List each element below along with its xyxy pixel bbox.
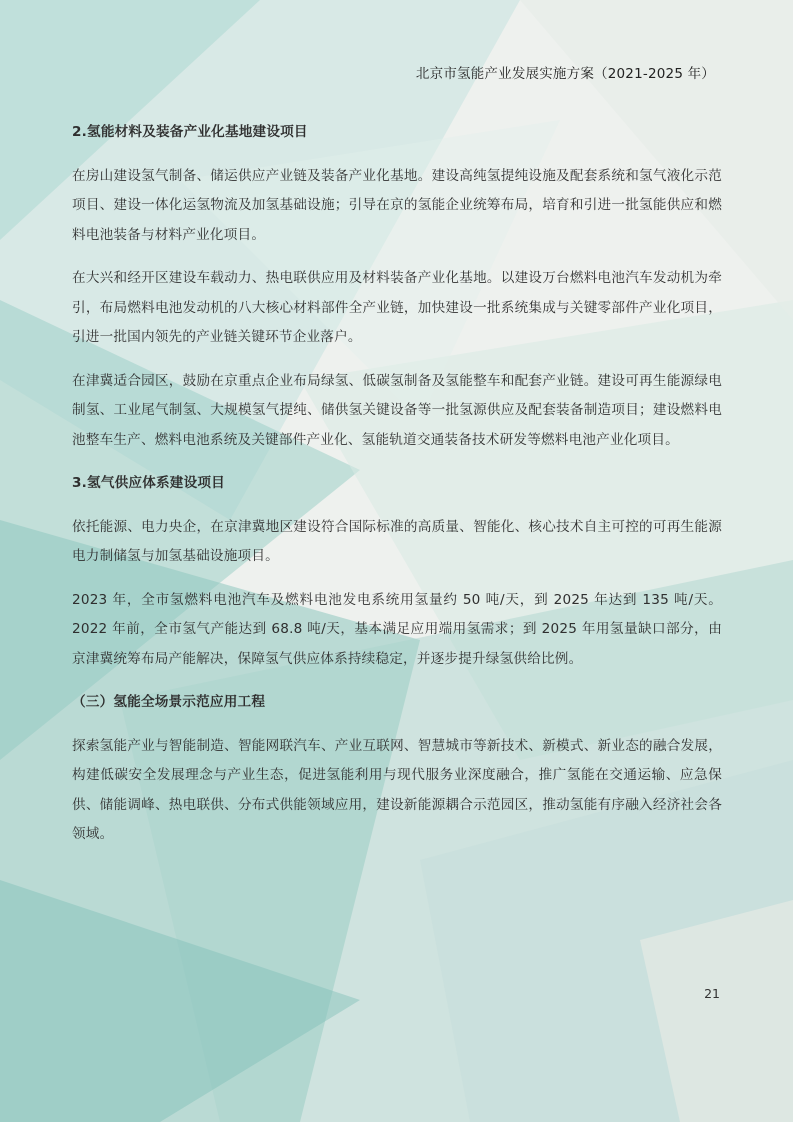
running-header: 北京市氢能产业发展实施方案（2021-2025 年） [415,66,715,82]
paragraph: 依托能源、电力央企，在京津冀地区建设符合国际标准的高质量、智能化、核心技术自主可控的可再生能源电力制储氢与加氢基础设施项目。 [72,518,722,564]
paragraph: 在大兴和经开区建设车载动力、热电联供应用及材料装备产业化基地。以建设万台燃料电池汽车发动机为牵引，布局燃料电池发动机的八大核心材料部件全产业链，加快建设一批系统集成与关键零部件产业化项目，引进一批国内领先的产业链关键环节企业落户。 [72,270,722,345]
section-heading-iii: （三）氢能全场景示范应用工程 [72,694,266,710]
paragraph: 探索氢能产业与智能制造、智能网联汽车、产业互联网、智慧城市等新技术、新模式、新业态的融合发展，构建低碳安全发展理念与产业生态，促进氢能利用与现代服务业深度融合，推广氢能在交通运输、应急保供、储能调峰、热电联供、分布式供能领域应用，建设新能源耦合示范园区，推动氢能有序融入经济社会各领域。 [72,737,722,842]
paragraph: 在房山建设氢气制备、储运供应产业链及装备产业化基地。建设高纯氢提纯设施及配套系统和氢气液化示范项目、建设一体化运氢物流及加氢基础设施；引导在京的氢能企业统筹布局，培育和引进一批氢能供应和燃料电池装备与材料产业化项目。 [72,167,722,243]
section-heading-3: 3.氢气供应体系建设项目 [72,475,225,491]
paragraph: 2023 年，全市氢燃料电池汽车及燃料电池发电系统用氢量约 50 吨/天，到 2025 年达到 135 吨/天。2022 年前，全市氢气产能达到 68.8 吨/天，基本满足应用端用氢需求；到 2025 年用氢量缺口部分，由京津冀统筹布局产能解决，保障氢气供应体系持续稳定，并逐步提升绿氢供给比例。 [72,591,722,667]
body-content [72,118,722,864]
section-heading-2: 2.氢能材料及装备产业化基地建设项目 [72,124,308,140]
paragraph: 在津冀适合园区，鼓励在京重点企业布局绿氢、低碳氢制备及氢能整车和配套产业链。建设可再生能源绿电制氢、工业尾气制氢、大规模氢气提纯、储供氢关键设备等一批氢源供应及配套装备制造项目；建设燃料电池整车生产、燃料电池系统及关键部件产业化、氢能轨道交通装备技术研发等燃料电池产业化项目。 [72,372,722,448]
page-number: 21 [704,986,720,1001]
